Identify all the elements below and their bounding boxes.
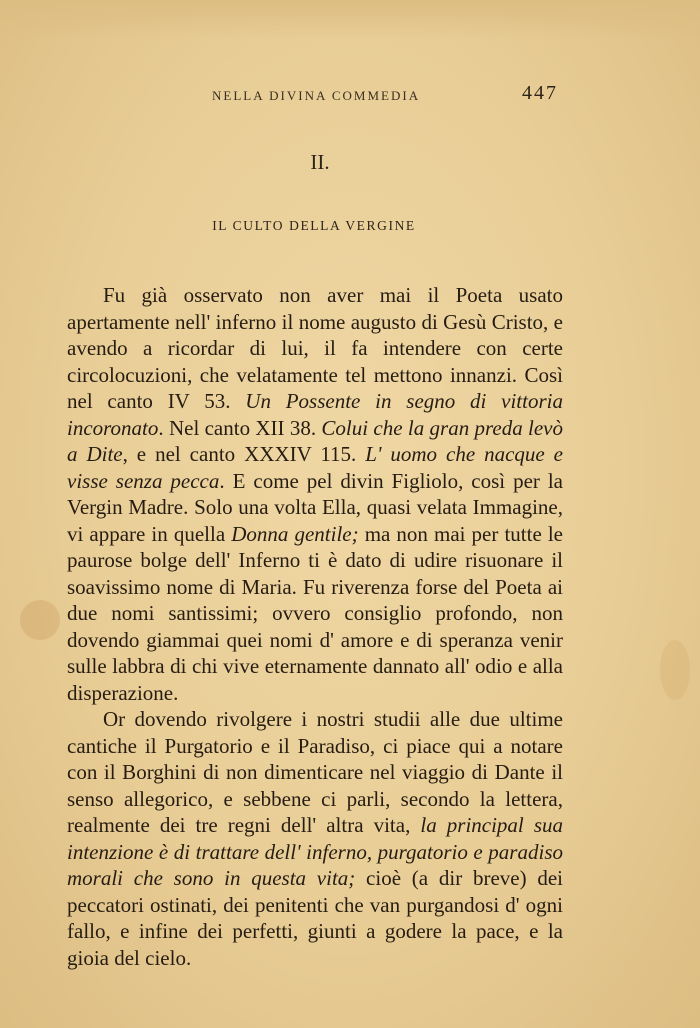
page-edge-shadow — [0, 0, 700, 40]
page-number: 447 — [522, 82, 558, 104]
text-run: . Nel canto XII 38. — [158, 415, 322, 440]
section-number: II. — [310, 150, 330, 174]
text-run: , e nel canto XXXIV 115. — [122, 442, 366, 466]
italic-quotation: Donna gentile; — [231, 521, 359, 546]
paragraph — [67, 706, 563, 971]
running-header: NELLA DIVINA COMMEDIA — [212, 88, 421, 103]
italic-quotation: Un Possente in segno di vittoria incoronato — [67, 389, 563, 440]
text-run: cioè (a dir breve) dei peccatori ostinati, dei penitenti che van purgandosi d' ogni fallo, e infine dei perfetti, giunti a godere la pace, e la gioia del cielo. — [67, 866, 563, 970]
italic-quotation: Colui che la gran preda levò a Dite — [67, 415, 564, 466]
text-run: Fu già osservato non aver mai il Poeta usato apertamente nell' inferno il nome augusto di Gesù Cristo, e avendo a ricordar di lui, il fa intendere con certe circolocuzioni, che velatamente tel mettono innanzi. Così nel canto IV 53. — [67, 283, 563, 413]
body-text — [67, 282, 563, 971]
paragraph — [67, 282, 563, 706]
text-run: . E come pel divin Figliolo, così per la Vergin Madre. Solo una volta Ella, quasi velata Immagine, vi appare in quella — [67, 468, 563, 546]
text-run: Or dovendo rivolgere i nostri studii alle due ultime cantiche il Purgatorio e il Paradiso, ci piace qui a notare con il Borghini di non dimenticare nel viaggio di Dante il senso allegorico, e sebbene ci parli, secondo la lettera, realmente dei tre regni dell' altra vita, — [67, 707, 563, 837]
text-run: ma non mai per tutte le paurose bolge dell' Inferno ti è dato di udire risuonare il soavissimo nome di Maria. Fu riverenza forse del Poeta ai due nomi santissimi; ovvero consiglio profondo, non dovendo giammai quei nomi d' amore e di speranza venir sulle labbra di chi vive eternamente dannato all' odio e alla disperazione. — [67, 521, 563, 705]
paper-stain — [20, 600, 60, 640]
paper-stain — [660, 640, 690, 700]
section-title: IL CULTO DELLA VERGINE — [212, 218, 416, 233]
italic-quotation: la principal sua intenzione è di trattare dell' inferno, purgatorio e paradiso morali che sono in questa vita; — [67, 813, 563, 890]
italic-quotation: L' uomo che nacque e visse senza pecca — [67, 442, 564, 493]
